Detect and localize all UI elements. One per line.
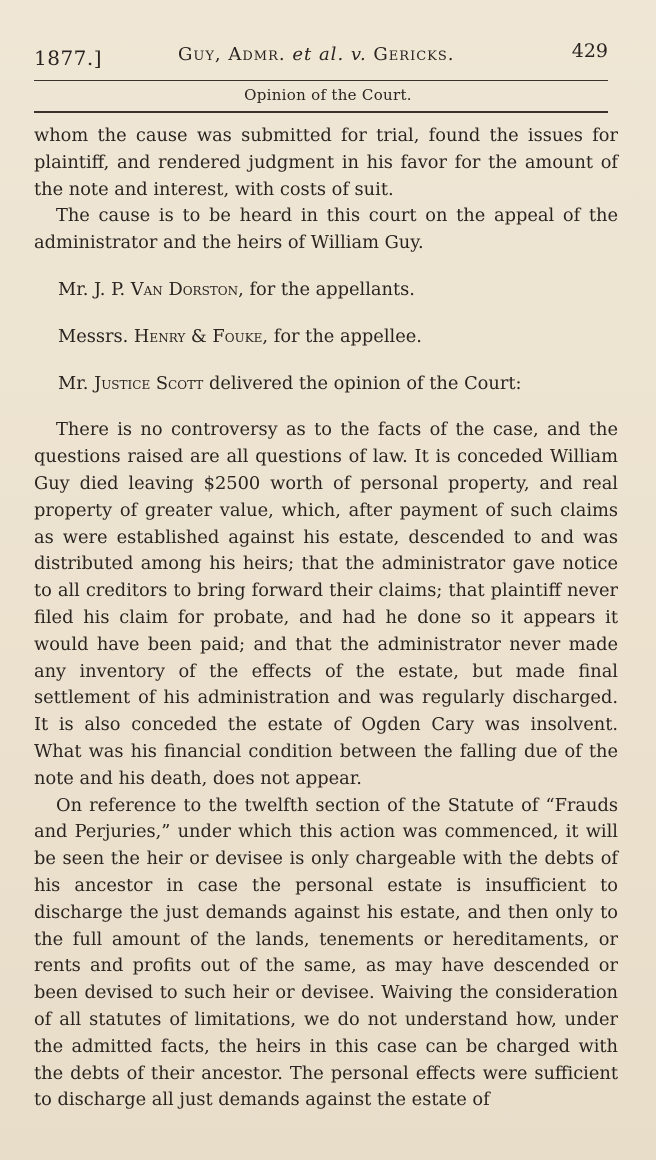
counsel-prefix: Messrs. [58,325,129,347]
counsel-name: Henry & Fouke, [133,325,269,347]
opinion-paragraph: There is no controversy as to the facts of the case, and the questions raised are all questions of law. It is conceded William Guy died leaving $2500 worth of personal property, and real property of greater value, which, after payment of such claims as were established against his estate, descended to and was distributed among his heirs; that the administrator gave notice to all creditors to bring forward their claims; that plaintiff never filed his claim for probate, and had he done so it appears it would have been paid; and that the administrator never made any inventory of the effects of the estate, but made final settlement of his administration and was regularly discharged. It is also conceded the estate of Ogden Cary was insolvent. What was his financial condition between the falling due of the note and his death, does not appear. [34,419,618,789]
page-number: 429 [571,40,608,62]
paragraph: The cause is to be heard in this court on the appeal of the administrator and the heirs of William Guy. [34,205,618,254]
page-body [34,123,618,1114]
judge-line [34,371,618,398]
title-v: v. [350,44,367,65]
title-part2: Gericks. [373,44,455,65]
header-rule-top [34,80,608,81]
subheading: Opinion of the Court. [244,86,412,104]
counsel-appellants [34,277,618,304]
title-etal: et al. [292,44,345,65]
counsel-appellee [34,324,618,351]
opinion-paragraph: On reference to the twelfth section of the Statute of “Frauds and Perjuries,” under which this action was commenced, it will be seen the heir or devisee is only chargeable with the debts of his ancestor in case the personal estate is insufficient to discharge the just demands against his estate, and then only to the full amount of the lands, tenements or hereditaments, or rents and profits out of the same, as may have descended or been devised to such heir or devisee. Waiving the consideration of all statutes of limitations, we do not understand how, under the admitted facts, the heirs in this case can be charged with the debts of their ancestor. The personal effects were sufficient to discharge all just demands against the estate of [34,794,618,1111]
counsel-prefix: Mr. J. P. [58,278,126,300]
judge-name: Justice Scott [94,372,204,394]
title-part1: Guy, Admr. [178,44,286,65]
header-rule-bottom [34,111,608,113]
counsel-name: Van Dorston, [130,278,244,300]
counsel-suffix: for the appellee. [273,325,422,347]
running-title [178,44,454,65]
page-range: 1877.] [34,46,103,70]
judge-suffix: delivered the opinion of the Court: [208,372,522,394]
counsel-suffix: for the appellants. [249,278,415,300]
running-header [34,40,614,70]
judge-prefix: Mr. [58,372,89,394]
paragraph: whom the cause was submitted for trial, found the issues for plaintiff, and rendered judgment in his favor for the amount of the note and interest, with costs of suit. [34,125,618,200]
